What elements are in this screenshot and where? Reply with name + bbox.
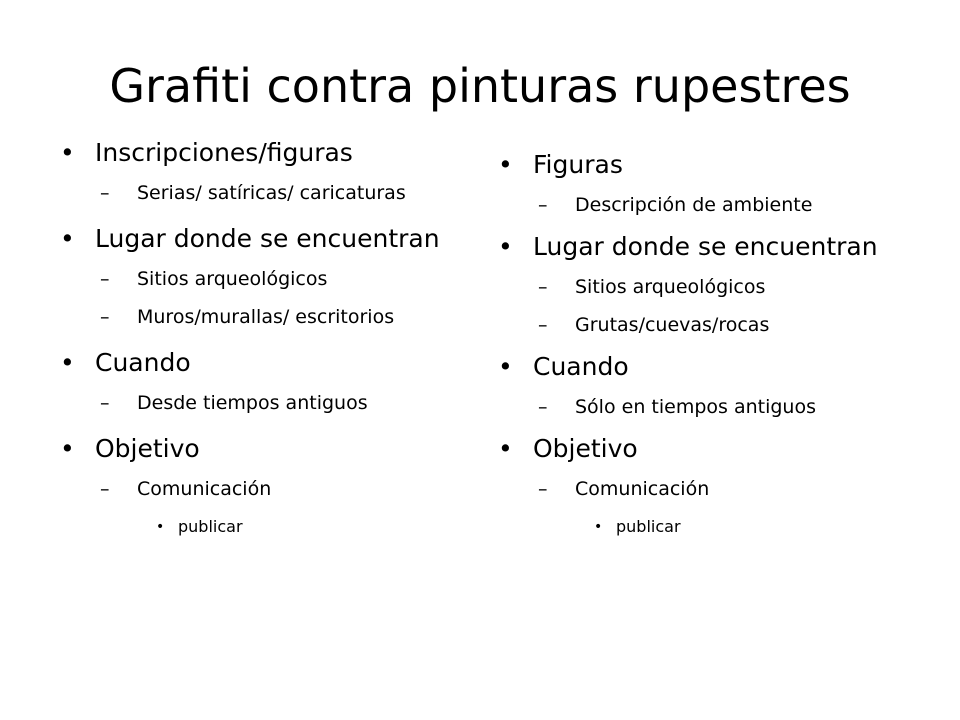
sub-bullet-desde: – Desde tiempos antiguos	[60, 388, 450, 418]
sub-bullet-comunicacion: – Comunicación	[60, 474, 450, 504]
sub-bullet-sitios: – Sitios arqueológicos	[60, 264, 450, 294]
bullet-inscripciones: • Inscripciones/figuras	[60, 136, 450, 170]
sub-bullet-sitios: – Sitios arqueológicos	[498, 272, 898, 302]
sub-sub-bullet-publicar: • publicar	[498, 514, 898, 540]
bullet-figuras: • Figuras	[498, 148, 898, 182]
left-column	[60, 136, 450, 540]
bullet-lugar: • Lugar donde se encuentran	[498, 230, 898, 264]
sub-bullet-grutas: – Grutas/cuevas/rocas	[498, 310, 898, 340]
sub-bullet-comunicacion: – Comunicación	[498, 474, 898, 504]
bullet-lugar: • Lugar donde se encuentran	[60, 222, 450, 256]
bullet-cuando: • Cuando	[60, 346, 450, 380]
bullet-cuando: • Cuando	[498, 350, 898, 384]
slide-title: Grafiti contra pinturas rupestres	[109, 59, 851, 113]
bullet-objetivo: • Objetivo	[60, 432, 450, 466]
sub-bullet-solo: – Sólo en tiempos antiguos	[498, 392, 898, 422]
right-column	[498, 148, 898, 540]
sub-bullet-muros: – Muros/murallas/ escritorios	[60, 302, 450, 332]
sub-bullet-descripcion: – Descripción de ambiente	[498, 190, 898, 220]
bullet-objetivo: • Objetivo	[498, 432, 898, 466]
sub-bullet-serias: – Serias/ satíricas/ caricaturas	[60, 178, 450, 208]
sub-sub-bullet-publicar: • publicar	[60, 514, 450, 540]
